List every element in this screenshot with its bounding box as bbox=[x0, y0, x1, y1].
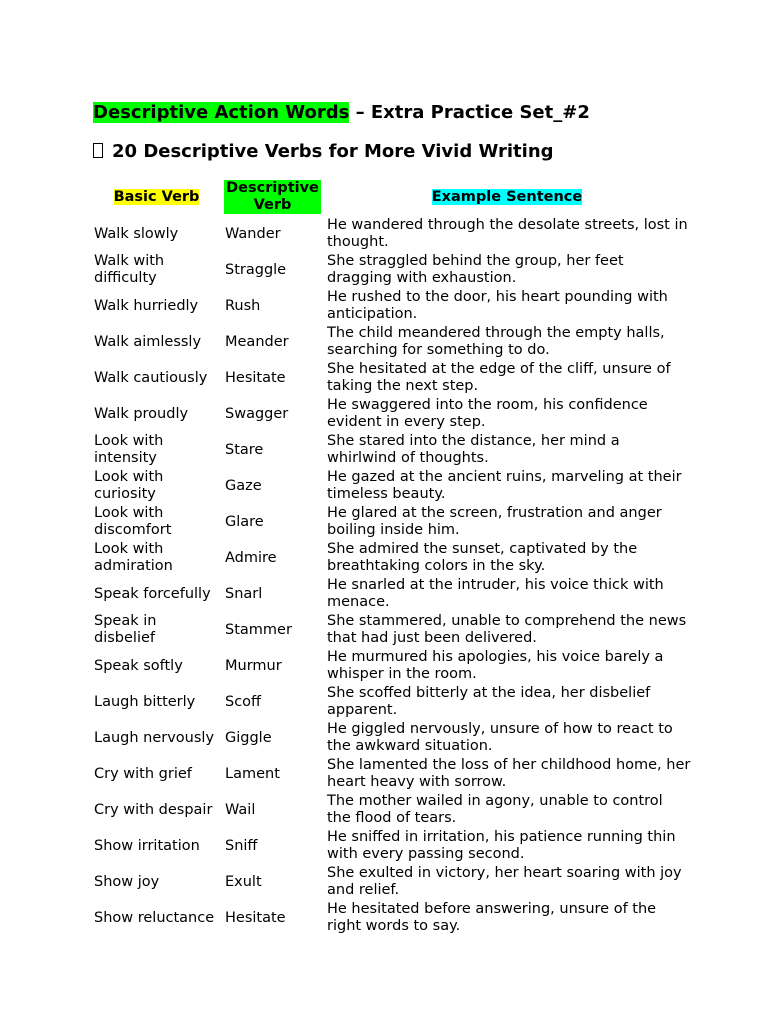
descriptive-verb-cell: Straggle bbox=[225, 261, 287, 278]
descriptive-verb-cell: Hesitate bbox=[225, 369, 286, 386]
table-row bbox=[91, 468, 691, 504]
example-sentence-cell: He wandered through the desolate streets, lost in thought. bbox=[327, 217, 688, 250]
example-sentence-cell: He giggled nervously, unsure of how to react to the awkward situation. bbox=[327, 721, 673, 754]
basic-verb-cell: Speak softly bbox=[94, 657, 183, 674]
table-row bbox=[91, 288, 691, 324]
table-row bbox=[91, 216, 691, 252]
basic-verb-cell: Speak in disbelief bbox=[94, 613, 157, 646]
table-row bbox=[91, 540, 691, 576]
table-row bbox=[91, 864, 691, 900]
table-row bbox=[91, 648, 691, 684]
subtitle-text: 20 Descriptive Verbs for More Vivid Writing bbox=[112, 141, 554, 162]
example-sentence-cell: He swaggered into the room, his confidence evident in every step. bbox=[327, 397, 648, 430]
descriptive-verb-cell: Murmur bbox=[225, 657, 282, 674]
missing-glyph-icon bbox=[93, 143, 103, 158]
verbs-table bbox=[91, 178, 691, 936]
basic-verb-cell: Look with admiration bbox=[94, 541, 173, 574]
descriptive-verb-cell: Stammer bbox=[225, 621, 292, 638]
example-sentence-cell: He murmured his apologies, his voice barely a whisper in the room. bbox=[327, 649, 664, 682]
example-sentence-cell: She hesitated at the edge of the cliff, unsure of taking the next step. bbox=[327, 361, 671, 394]
basic-verb-cell: Show joy bbox=[94, 873, 160, 890]
table-row bbox=[91, 756, 691, 792]
descriptive-verb-cell: Exult bbox=[225, 873, 262, 890]
table-row bbox=[91, 252, 691, 288]
descriptive-verb-cell: Swagger bbox=[225, 405, 289, 422]
descriptive-verb-cell: Giggle bbox=[225, 729, 272, 746]
example-sentence-cell: He hesitated before answering, unsure of the right words to say. bbox=[327, 901, 657, 934]
basic-verb-cell: Walk with difficulty bbox=[94, 253, 165, 286]
descriptive-verb-cell: Glare bbox=[225, 513, 264, 530]
table-row bbox=[91, 792, 691, 828]
example-sentence-cell: He sniffed in irritation, his patience running thin with every passing second. bbox=[327, 829, 676, 862]
basic-verb-cell: Walk slowly bbox=[94, 225, 179, 242]
example-sentence-cell: He glared at the screen, frustration and anger boiling inside him. bbox=[327, 505, 662, 538]
table-row bbox=[91, 504, 691, 540]
example-sentence-cell: She scoffed bitterly at the idea, her disbelief apparent. bbox=[327, 685, 651, 718]
basic-verb-cell: Show reluctance bbox=[94, 909, 215, 926]
descriptive-verb-cell: Stare bbox=[225, 441, 264, 458]
table-body bbox=[91, 216, 691, 936]
descriptive-verb-cell: Lament bbox=[225, 765, 280, 782]
basic-verb-cell: Look with discomfort bbox=[94, 505, 172, 538]
table-row bbox=[91, 828, 691, 864]
title-highlight: Descriptive Action Words bbox=[93, 102, 350, 123]
table-row bbox=[91, 360, 691, 396]
basic-verb-cell: Walk proudly bbox=[94, 405, 189, 422]
descriptive-verb-cell: Gaze bbox=[225, 477, 262, 494]
example-sentence-cell: She exulted in victory, her heart soaring with joy and relief. bbox=[327, 865, 682, 898]
example-sentence-cell: She stared into the distance, her mind a whirlwind of thoughts. bbox=[327, 433, 620, 466]
header-descriptive-verb: Descriptive Verb bbox=[222, 178, 323, 216]
table-row bbox=[91, 720, 691, 756]
basic-verb-cell: Show irritation bbox=[94, 837, 200, 854]
table-row bbox=[91, 396, 691, 432]
descriptive-verb-cell: Rush bbox=[225, 297, 261, 314]
header-example-sentence: Example Sentence bbox=[431, 188, 583, 205]
example-sentence-cell: The child meandered through the empty halls, searching for something to do. bbox=[327, 325, 665, 358]
basic-verb-cell: Laugh bitterly bbox=[94, 693, 196, 710]
page-subtitle bbox=[93, 140, 554, 164]
header-basic-verb: Basic Verb bbox=[113, 188, 200, 205]
basic-verb-cell: Walk hurriedly bbox=[94, 297, 199, 314]
basic-verb-cell: Cry with despair bbox=[94, 801, 213, 818]
example-sentence-cell: He snarled at the intruder, his voice thick with menace. bbox=[327, 577, 664, 610]
basic-verb-cell: Cry with grief bbox=[94, 765, 192, 782]
descriptive-verb-cell: Wail bbox=[225, 801, 256, 818]
example-sentence-cell: She straggled behind the group, her feet dragging with exhaustion. bbox=[327, 253, 624, 286]
example-sentence-cell: The mother wailed in agony, unable to control the flood of tears. bbox=[327, 793, 663, 826]
example-sentence-cell: He gazed at the ancient ruins, marveling at their timeless beauty. bbox=[327, 469, 682, 502]
example-sentence-cell: She admired the sunset, captivated by the breathtaking colors in the sky. bbox=[327, 541, 638, 574]
descriptive-verb-cell: Scoff bbox=[225, 693, 262, 710]
descriptive-verb-cell: Sniff bbox=[225, 837, 258, 854]
descriptive-verb-cell: Hesitate bbox=[225, 909, 286, 926]
table-row bbox=[91, 684, 691, 720]
example-sentence-cell: He rushed to the door, his heart pounding with anticipation. bbox=[327, 289, 668, 322]
basic-verb-cell: Walk cautiously bbox=[94, 369, 208, 386]
basic-verb-cell: Look with intensity bbox=[94, 433, 164, 466]
descriptive-verb-cell: Wander bbox=[225, 225, 281, 242]
table-row bbox=[91, 576, 691, 612]
descriptive-verb-cell: Admire bbox=[225, 549, 277, 566]
table-header-row bbox=[91, 178, 691, 216]
title-rest: – Extra Practice Set_#2 bbox=[349, 102, 590, 123]
example-sentence-cell: She stammered, unable to comprehend the news that had just been delivered. bbox=[327, 613, 687, 646]
descriptive-verb-cell: Snarl bbox=[225, 585, 263, 602]
table-row bbox=[91, 432, 691, 468]
descriptive-verb-cell: Meander bbox=[225, 333, 289, 350]
basic-verb-cell: Walk aimlessly bbox=[94, 333, 202, 350]
table-row bbox=[91, 324, 691, 360]
table-row bbox=[91, 900, 691, 936]
basic-verb-cell: Laugh nervously bbox=[94, 729, 215, 746]
page-title bbox=[93, 101, 590, 125]
table-row bbox=[91, 612, 691, 648]
example-sentence-cell: She lamented the loss of her childhood home, her heart heavy with sorrow. bbox=[327, 757, 691, 790]
basic-verb-cell: Speak forcefully bbox=[94, 585, 211, 602]
basic-verb-cell: Look with curiosity bbox=[94, 469, 164, 502]
